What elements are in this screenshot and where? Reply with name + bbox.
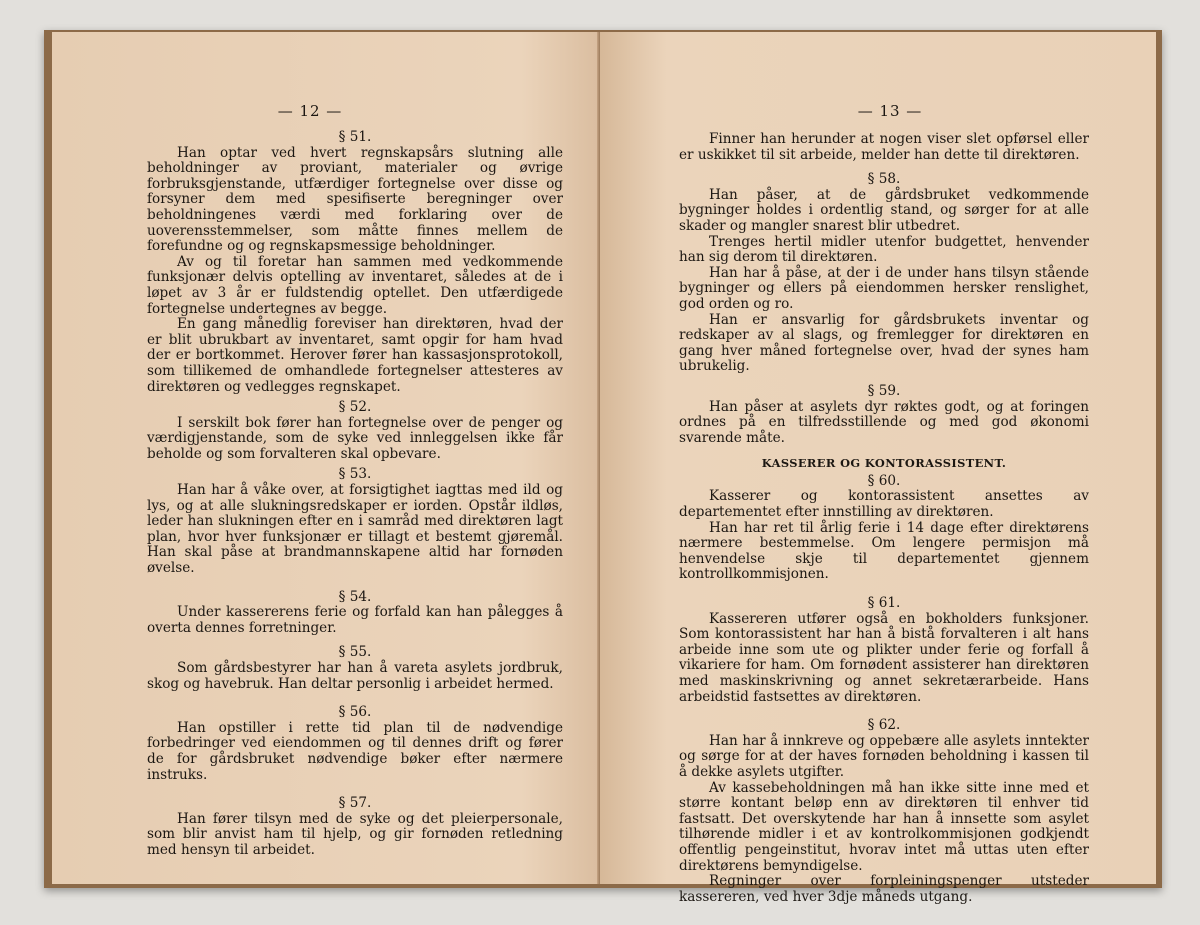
right-page <box>600 32 1156 905</box>
section-heading: § 60. <box>867 472 901 489</box>
paragraph: Under kassererens ferie og forfald kan han pålegges å overta dennes forretninger. <box>147 604 563 636</box>
paragraph: Trenges hertil midler utenfor budgettet, henvender han sig derom til direktøren. <box>679 233 1089 266</box>
paragraph: Han har ret til årlig ferie i 14 dage efter direktørens nærmere bestemmelse. Om lengere permisjon må henvendelse skje til departementet gjennem kontrollkommisjonen. <box>679 519 1089 583</box>
section-heading: § 52. <box>338 399 372 416</box>
right-page-text <box>679 132 1089 905</box>
paragraph: I serskilt bok fører han fortegnelse over de penger og værdigjenstande, som de syke ved innleggelsen ikke får beholde og som forvalteren skal opbevare. <box>147 414 563 462</box>
paragraph: Regninger over forpleiningspenger utsteder kassereren, ved hver 3dje måneds utgang. <box>679 873 1089 905</box>
chapter-title: KASSERER OG KONTORASSISTENT. <box>761 456 1007 471</box>
left-page <box>52 32 604 884</box>
paragraph: Som gårdsbestyrer har han å vareta asylets jordbruk, skog og havebruk. Han deltar personlig i arbeidet hermed. <box>147 660 563 692</box>
paragraph: Av kassebeholdningen må han ikke sitte inne med et større kontant beløp enn av direktøren til enhver tid fastsatt. Det overskytende har han å innsette som asylet tilhørende midler i et av kontrolkommisjonen godkjendt offentlig pengeinstitut, hvorav intet må uttas uten efter direktørens bemyndigelse. <box>679 779 1089 874</box>
paragraph: Han optar ved hvert regnskapsårs slutning alle beholdninger av proviant, materialer og øvrige forbruksgjenstande, utfærdiger fortegnelse over disse og forsyner dem med spesifiserte beregninger over beholdningenes værdi med forklaring over de uoverensstemmelser, som måtte finnes mellem de forefundne og og regnskapsmessige beholdninger. <box>147 144 563 255</box>
section-heading: § 51. <box>338 129 372 145</box>
paragraph: Han opstiller i rette tid plan til de nødvendige forbedringer ved eiendommen og til dennes drift og fører de for gårdsbruket nødvendige bøker efter nærmere instruks. <box>147 719 563 783</box>
section-heading: § 55. <box>338 644 372 661</box>
paragraph: Finner han herunder at nogen viser slet opførsel eller er uskikket til sit arbeide, melder han dette til direktøren. <box>679 131 1089 163</box>
section-heading: § 58. <box>867 171 901 188</box>
section-heading: § 59. <box>867 382 901 399</box>
paragraph: Han har å våke over, at forsigtighet iagttas med ild og lys, og at alle slukningsredskaper er iorden. Opstår ildløs, leder han slukningen efter en i samråd med direktøren lagt plan, hvor hver funksjonær er tillagt et bestemt gjøremål. Han skal påse at brandmannskapene altid har fornøden øvelse. <box>147 482 563 577</box>
page-number: — 12 — <box>277 102 343 120</box>
paragraph: Han fører tilsyn med de syke og det pleierpersonale, som blir anvist ham til hjelp, og gir fornøden retledning med hensyn til arbeidet. <box>147 810 563 858</box>
page-number: — 13 — <box>857 102 923 120</box>
left-page-text <box>147 130 563 859</box>
section-heading: § 54. <box>338 588 372 605</box>
paragraph: Han har å innkreve og oppebære alle asylets inntekter og sørge for at der haves fornøden beholdning i kassen til å dekke asylets utgifter. <box>679 732 1089 780</box>
section-heading: § 61. <box>867 595 901 612</box>
paragraph: Han er ansvarlig for gårdsbrukets inventar og redskaper av al slags, og fremlegger for direktøren en gang hver måned fortegnelse over, hvad der synes ham ubrukelig. <box>679 311 1089 375</box>
paragraph: Kasserer og kontorassistent ansettes av departementet efter innstilling av direktøren. <box>679 488 1089 521</box>
section-heading: § 56. <box>338 704 372 721</box>
booklet-spread <box>44 30 1162 905</box>
paragraph: Han påser at asylets dyr røktes godt, og at foringen ordnes på en tilfredsstillende og med god økonomi svarende måte. <box>679 398 1089 446</box>
paragraph: Kassereren utfører også en bokholders funksjoner. Som kontorassistent har han å bistå forvalteren i alt hans arbeide inne som ute og plikter under ferie og forfall å vikariere for ham. Om fornødent assisterer han direktøren med maskinskrivning og annet sekretærarbeide. Hans arbeidstid fastsettes av direktøren. <box>679 610 1089 705</box>
paragraph: Han påser, at de gårdsbruket vedkommende bygninger holdes i ordentlig stand, og sørger for at alle skader og mangler snarest blir utbedret. <box>679 186 1089 234</box>
paragraph: Han har å påse, at der i de under hans tilsyn stående bygninger og ellers på eiendommen hersker renslighet, god orden og ro. <box>679 264 1089 312</box>
paragraph: En gang månedlig foreviser han direktøren, hvad der er blit ubrukbart av inventaret, samt opgir for ham hvad der er bortkommet. Herover fører han kassasjonsprotokoll, som tillikemed de omhandlede fortegnelser attesteres av direktøren og vedlegges regnskapet. <box>147 316 563 395</box>
section-heading: § 62. <box>867 717 901 734</box>
section-heading: § 57. <box>338 795 372 812</box>
section-heading: § 53. <box>338 466 372 483</box>
paragraph: Av og til foretar han sammen med vedkommende funksjonær delvis optelling av inventaret, således at de i løpet av 3 år er fuldstendig optellet. Den utfærdigede fortegnelse undertegnes av begge. <box>147 253 563 317</box>
